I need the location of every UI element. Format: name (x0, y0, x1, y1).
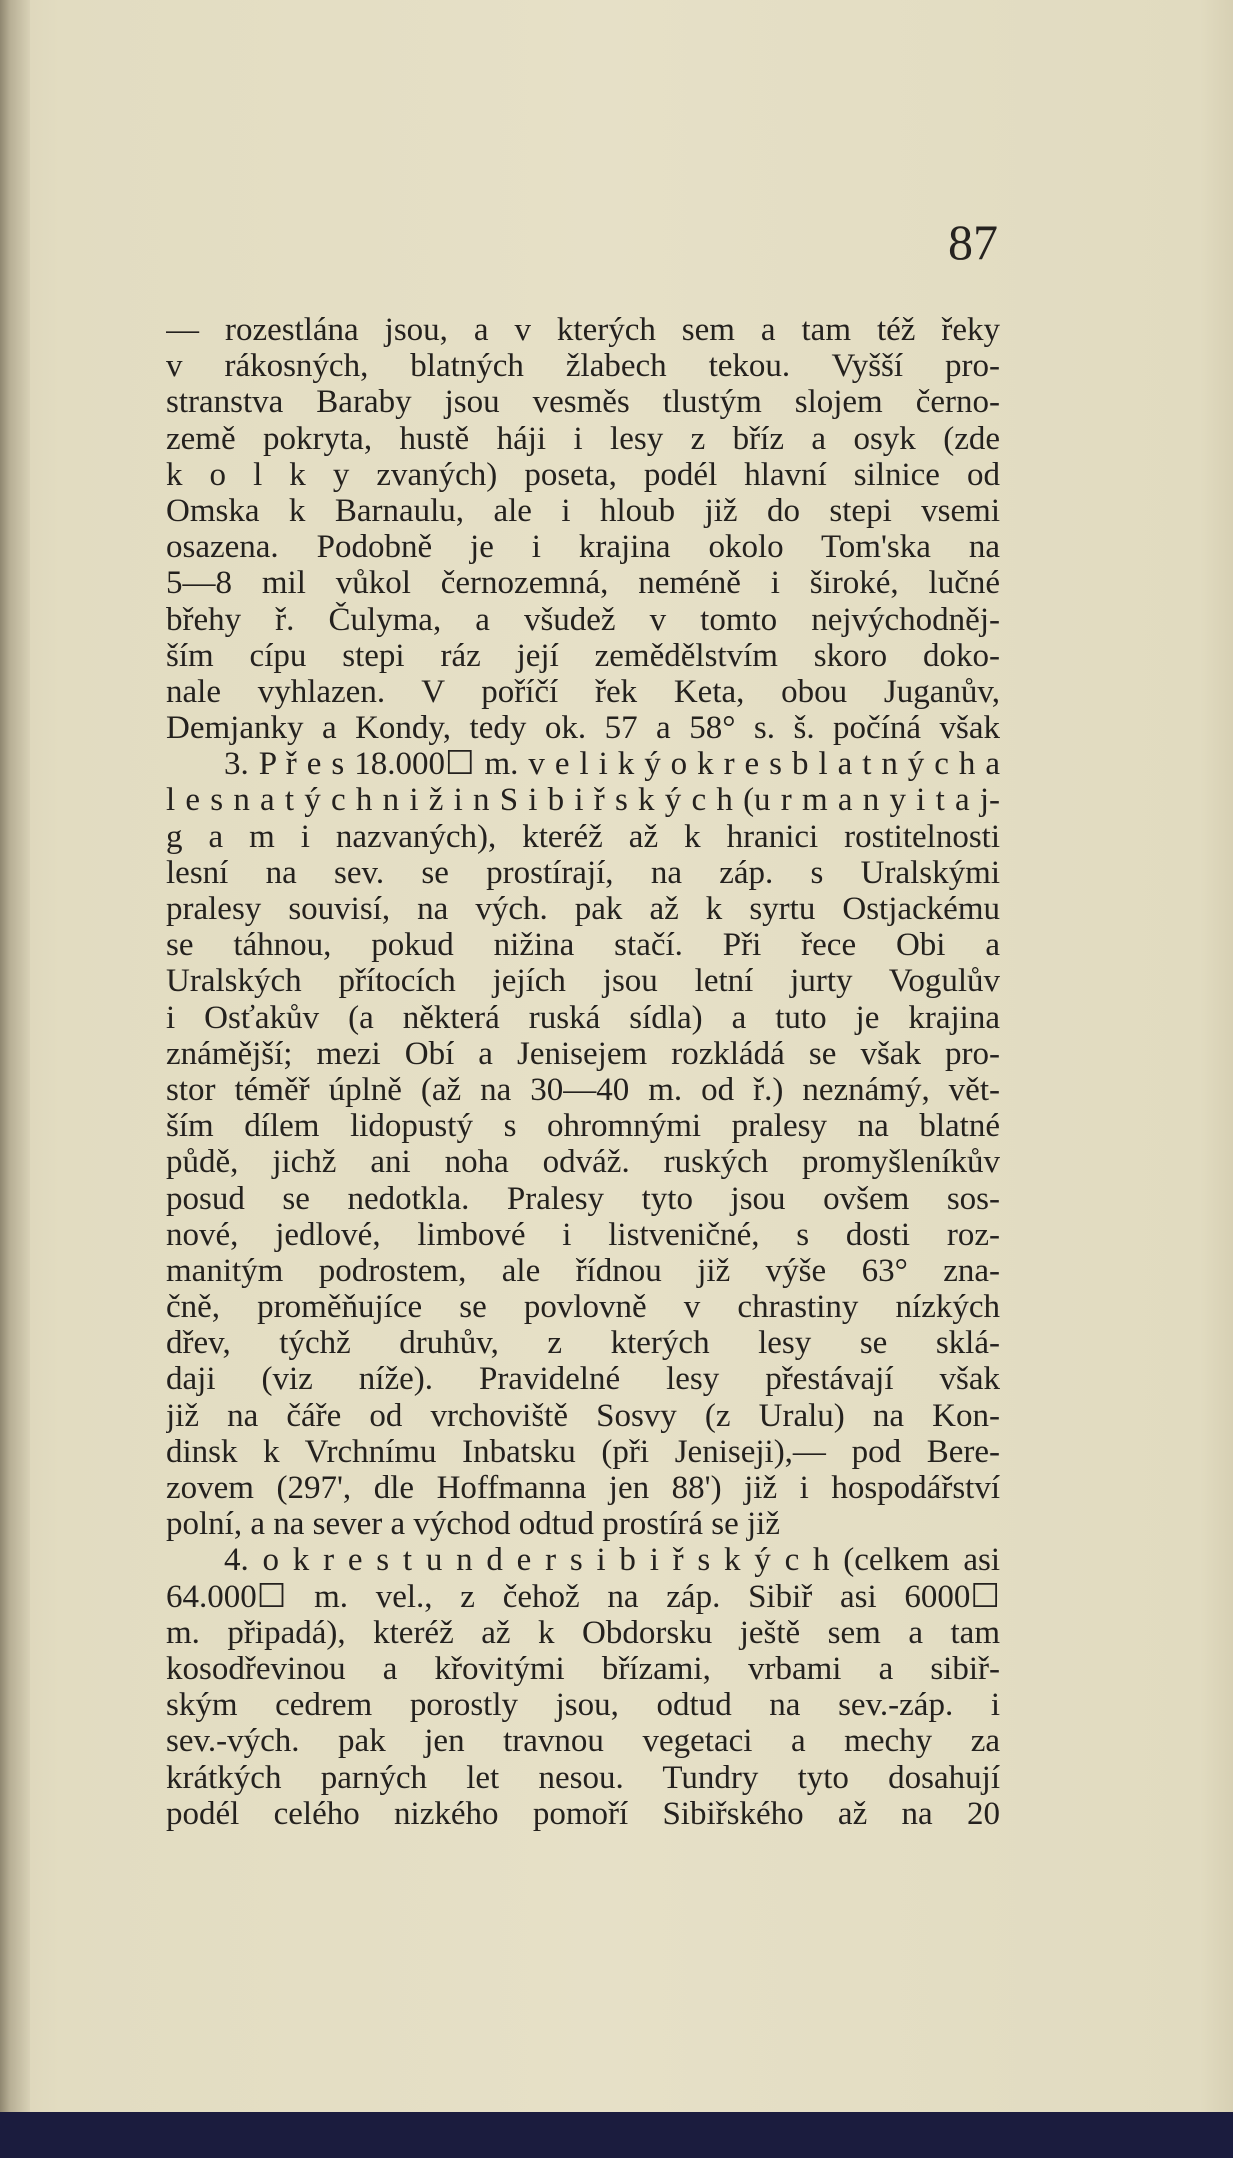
text-line: polní, a na sever a východ odtud prostírá se již (166, 1506, 780, 1543)
text-line: m. připadá), kteréž až k Obdorsku ještě sem a tam (166, 1614, 1000, 1651)
text-line: lesní na sev. se prostírají, na záp. s Uralskými (166, 854, 1000, 891)
text-line: nale vyhlazen. V poříčí řek Keta, obou Juganův, (166, 673, 1000, 710)
text-line: 4. o k r e s t u n d e r s i b i ř s k ý c h (celkem asi (224, 1542, 1000, 1579)
text-line: ským cedrem porostly jsou, odtud na sev.-záp. i (166, 1687, 1000, 1724)
text-line: 5—8 mil vůkol černozemná, neméně i široké, lučné (166, 565, 1000, 602)
text-line: g a m i nazvaných), kteréž až k hranici rostitelnosti (166, 818, 1000, 855)
text-line: zovem (297', dle Hoffmanna jen 88') již i hospodářství (166, 1470, 1000, 1506)
text-line: k o l k y zvaných) poseta, podél hlavní silnice od (166, 456, 1000, 493)
text-line: posud se nedotkla. Pralesy tyto jsou ovšem sos- (166, 1180, 1000, 1217)
page-number: 87 (948, 214, 998, 270)
text-line: čně, proměňujíce se povlovně v chrastiny nízkých (166, 1289, 1000, 1326)
text-line: stranstva Baraby jsou vesměs tlustým slojem černo- (166, 384, 1000, 421)
text-line: půdě, jichž ani noha odváž. ruských promyšleníkův (166, 1144, 1000, 1181)
text-line: l e s n a t ý c h n i ž i n S i b i ř s k ý c h (u r m a n y i t a j- (166, 782, 1000, 819)
text-line: stor téměř úplně (až na 30—40 m. od ř.) neznámý, vět- (166, 1071, 1000, 1108)
text-line: podél celého nizkého pomoří Sibiřského až na 20 (166, 1795, 1000, 1832)
text-line: v rákosných, blatných žlabech tekou. Vyšší pro- (166, 348, 1000, 385)
text-line: i Osťakův (a některá ruská sídla) a tuto je krajina (166, 999, 1000, 1036)
text-line: ším dílem lidopustý s ohromnými pralesy na blatné (166, 1108, 1000, 1145)
text-line: Omska k Barnaulu, ale i hloub již do stepi vsemi (166, 492, 1000, 529)
text-line: známější; mezi Obí a Jenisejem rozkládá se však pro- (166, 1035, 1000, 1072)
text-line: břehy ř. Čulyma, a všudež v tomto nejvýchodněj- (166, 601, 1000, 638)
text-line: osazena. Podobně je i krajina okolo Tom'ska na (166, 529, 1000, 566)
text-line: pralesy souvisí, na vých. pak až k syrtu Ostjackému (166, 891, 1000, 927)
text-line: Uralských přítocích jejích jsou letní jurty Vogulův (166, 963, 1000, 1000)
text-line: se táhnou, pokud nižina stačí. Při řece Obi a (166, 927, 1000, 964)
page-spine-shadow (0, 0, 30, 2112)
text-line: země pokryta, hustě háji i lesy z bříz a osyk (zde (166, 420, 1000, 457)
text-line: sev.-vých. pak jen travnou vegetaci a mechy za (166, 1723, 1000, 1760)
text-line: ším cípu stepi ráz její zemědělstvím skoro doko- (166, 637, 1000, 674)
text-line: Demjanky a Kondy, tedy ok. 57 a 58° s. š. počíná však (166, 710, 1000, 747)
text-line: nové, jedlové, limbové i listveničné, s dosti roz- (166, 1216, 1000, 1253)
text-line: již na čáře od vrchoviště Sosvy (z Uralu) na Kon- (166, 1397, 1000, 1434)
text-line: 64.000☐ m. vel., z čehož na záp. Sibiř asi 6000☐ (166, 1578, 1000, 1615)
text-line: daji (viz níže). Pravidelné lesy přestávají však (166, 1361, 1000, 1398)
text-line: dřev, týchž druhův, z kterých lesy se sklá- (166, 1325, 1000, 1362)
text-line: — rozestlána jsou, a v kterých sem a tam též řeky (166, 312, 1000, 348)
text-line: dinsk k Vrchnímu Inbatsku (při Jeniseji),— pod Bere- (166, 1433, 1000, 1470)
text-line: krátkých parných let nesou. Tundry tyto dosahují (166, 1759, 1000, 1796)
text-line: manitým podrostem, ale řídnou již výše 63° zna- (166, 1252, 1000, 1289)
text-line: kosodřevinou a křovitými břízami, vrbami a sibiř- (166, 1650, 1000, 1687)
scan-background (0, 2112, 1233, 2158)
text-line: 3. P ř e s 18.000☐ m. v e l i k ý o k r e s b l a t n ý c h a (224, 746, 1000, 783)
body-text (166, 312, 1000, 1832)
